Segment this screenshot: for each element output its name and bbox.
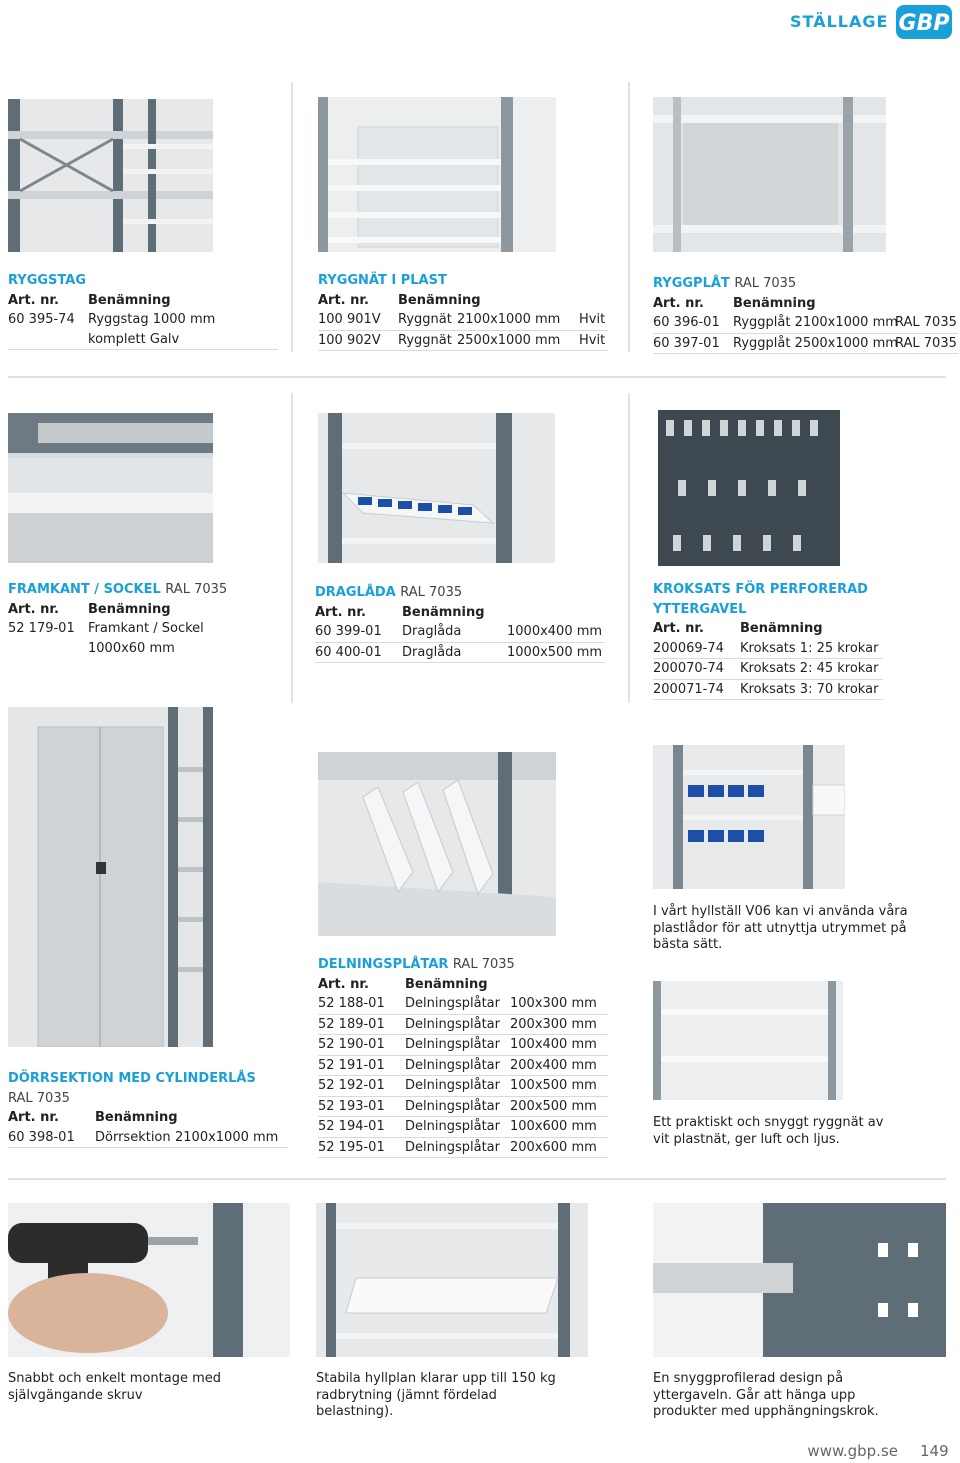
table-row bbox=[318, 994, 608, 1015]
size: 1000x400 mm bbox=[507, 624, 603, 639]
photo-kroksats bbox=[658, 410, 840, 566]
art-nr: 60 397-01 bbox=[653, 335, 720, 351]
divider bbox=[291, 82, 293, 352]
size: 1000x500 mm bbox=[507, 644, 603, 660]
photo-ryggnat-white bbox=[653, 981, 843, 1100]
art-nr: 200070-74 bbox=[653, 661, 724, 676]
block-kroksats bbox=[653, 580, 883, 700]
table-row bbox=[318, 1076, 608, 1097]
size: 200x400 mm bbox=[510, 1057, 597, 1073]
product-title: FRAMKANT / SOCKEL bbox=[8, 582, 161, 597]
caption-v06: I vårt hyllställ V06 kan vi använda våra plastlådor för att utnyttja utrymmet på bästa sätt. bbox=[653, 904, 908, 952]
name: Kroksats 3: 70 krokar bbox=[740, 681, 879, 697]
photo-dorrsektion bbox=[8, 707, 213, 1047]
product-title-2: YTTERGAVEL bbox=[653, 601, 747, 617]
art-nr: 52 193-01 bbox=[318, 1098, 385, 1114]
size: 200x500 mm bbox=[510, 1098, 597, 1114]
table-row bbox=[653, 334, 958, 355]
block-draglada bbox=[315, 583, 605, 663]
photo-yttergavel bbox=[653, 1203, 946, 1357]
table-row bbox=[318, 331, 608, 352]
table-row bbox=[8, 619, 278, 658]
art-nr: 52 191-01 bbox=[318, 1057, 385, 1073]
art-nr: 60 400-01 bbox=[315, 644, 382, 660]
col-name: Benämning bbox=[402, 604, 485, 620]
art-nr: 52 194-01 bbox=[318, 1119, 385, 1134]
col-art: Art. nr. bbox=[653, 295, 704, 311]
name: Delningsplåtar bbox=[405, 1016, 500, 1032]
photo-delningsplatar bbox=[318, 752, 556, 936]
photo-draglada bbox=[318, 413, 555, 563]
col-art: Art. nr. bbox=[315, 604, 366, 620]
size: 100x400 mm bbox=[510, 1037, 597, 1052]
page-number: 149 bbox=[920, 1442, 949, 1460]
caption-montage: Snabbt och enkelt montage med självgängande skruv bbox=[8, 1371, 222, 1403]
size: 200x600 mm bbox=[510, 1139, 597, 1155]
section-title: STÄLLAGE bbox=[790, 12, 889, 31]
name: Delningsplåtar bbox=[405, 1078, 500, 1093]
art-nr: 100 901V bbox=[318, 312, 381, 327]
col-art: Art. nr. bbox=[8, 1110, 59, 1125]
name: Delningsplåtar bbox=[405, 1037, 500, 1052]
name: Delningsplåtar bbox=[405, 1057, 500, 1073]
divider bbox=[291, 393, 293, 703]
table-row bbox=[318, 1097, 608, 1118]
table-row bbox=[318, 1138, 608, 1159]
ral-code: RAL 7035 bbox=[165, 582, 228, 597]
col-name: Benämning bbox=[740, 621, 823, 636]
gbp-logo bbox=[895, 4, 953, 40]
table-row bbox=[315, 622, 605, 643]
name: Ryggnät bbox=[398, 332, 452, 348]
caption-ryggnat: Ett praktiskt och snyggt ryggnät av vit plastnät, ger luft och ljus. bbox=[653, 1115, 884, 1147]
color: RAL 7035 bbox=[895, 335, 957, 351]
name: Kroksats 1: 25 krokar bbox=[740, 640, 879, 656]
name: Dörrsektion bbox=[95, 1129, 171, 1145]
size: 100x600 mm bbox=[510, 1119, 597, 1134]
col-art: Art. nr. bbox=[8, 601, 59, 617]
col-name: Benämning bbox=[95, 1110, 178, 1125]
table-row bbox=[315, 643, 605, 664]
product-title: KROKSATS FÖR PERFORERAD bbox=[653, 582, 868, 597]
table-row bbox=[653, 680, 883, 701]
art-nr: 60 395-74 bbox=[8, 312, 75, 327]
table-row bbox=[653, 639, 883, 660]
col-name: Benämning bbox=[88, 292, 171, 308]
col-name: Benämning bbox=[88, 601, 171, 617]
col-art: Art. nr. bbox=[318, 292, 369, 308]
caption-hyllplan: Stabila hyllplan klarar upp till 150 kg radbrytning (jämnt fördelad belastning). bbox=[316, 1371, 556, 1419]
table-row bbox=[318, 1015, 608, 1036]
table-row bbox=[8, 310, 278, 350]
divider bbox=[628, 393, 630, 703]
art-nr: 60 396-01 bbox=[653, 315, 720, 330]
name-2: komplett Galv bbox=[88, 331, 180, 347]
table-row bbox=[318, 1035, 608, 1056]
block-delningsplatar bbox=[318, 955, 608, 1158]
name: Delningsplåtar bbox=[405, 1139, 500, 1155]
photo-ryggnat bbox=[318, 97, 556, 252]
photo-ryggstag bbox=[8, 99, 213, 252]
logo-text: GBP bbox=[898, 11, 950, 36]
footer-url: www.gbp.se bbox=[807, 1442, 898, 1460]
photo-montage bbox=[8, 1203, 290, 1357]
col-name: Benämning bbox=[405, 976, 488, 992]
art-nr: 52 190-01 bbox=[318, 1037, 385, 1052]
col-name: Benämning bbox=[398, 292, 481, 308]
block-ryggplat bbox=[653, 274, 958, 354]
name: Draglåda bbox=[402, 624, 462, 639]
color: Hvit bbox=[579, 332, 606, 348]
ral-code: RAL 7035 bbox=[734, 276, 797, 291]
name: Delningsplåtar bbox=[405, 996, 500, 1011]
art-nr: 52 188-01 bbox=[318, 996, 385, 1011]
art-nr: 52 189-01 bbox=[318, 1016, 385, 1032]
caption-design: En snyggprofilerad design på yttergaveln. Går att hänga upp produkter med upphängningskrok. bbox=[653, 1371, 879, 1419]
product-title: RYGGNÄT I PLAST bbox=[318, 273, 447, 288]
table-row bbox=[318, 310, 608, 331]
col-name: Benämning bbox=[733, 295, 816, 311]
product-title: DRAGLÅDA bbox=[315, 585, 396, 600]
product-title: DÖRRSEKTION MED CYLINDERLÅS bbox=[8, 1071, 256, 1086]
table-row bbox=[653, 659, 883, 680]
name: Framkant / Sockel bbox=[88, 621, 204, 636]
block-ryggstag bbox=[8, 271, 278, 350]
size: 100x300 mm bbox=[510, 996, 597, 1011]
col-art: Art. nr. bbox=[8, 292, 59, 308]
photo-framkant bbox=[8, 413, 213, 563]
table-row bbox=[318, 1056, 608, 1077]
name: Ryggplåt 2500x1000 mm bbox=[733, 335, 898, 351]
size: 2100x1000 mm bbox=[175, 1129, 279, 1145]
photo-hyllplan bbox=[316, 1203, 588, 1357]
ral-code: RAL 7035 bbox=[8, 1090, 70, 1106]
product-title: RYGGSTAG bbox=[8, 273, 87, 288]
table-row bbox=[8, 1128, 288, 1149]
size: 100x500 mm bbox=[510, 1078, 597, 1093]
product-title: RYGGPLÅT bbox=[653, 276, 730, 291]
color: Hvit bbox=[579, 312, 606, 327]
photo-plastlador bbox=[653, 745, 845, 889]
name: Delningsplåtar bbox=[405, 1119, 500, 1134]
table-row bbox=[653, 313, 958, 334]
name: Draglåda bbox=[402, 644, 462, 660]
col-art: Art. nr. bbox=[653, 621, 704, 636]
art-nr: 52 195-01 bbox=[318, 1139, 385, 1155]
name: Delningsplåtar bbox=[405, 1098, 500, 1114]
name: Ryggplåt 2100x1000 mm bbox=[733, 315, 898, 330]
name: Kroksats 2: 45 krokar bbox=[740, 661, 879, 676]
art-nr: 200069-74 bbox=[653, 640, 724, 656]
art-nr: 100 902V bbox=[318, 332, 381, 348]
table-row bbox=[318, 1117, 608, 1138]
col-art: Art. nr. bbox=[318, 976, 369, 992]
name: Ryggstag 1000 mm bbox=[88, 312, 216, 327]
block-framkant bbox=[8, 580, 278, 658]
ral-code: RAL 7035 bbox=[452, 957, 515, 972]
size: 2100x1000 mm bbox=[457, 312, 561, 327]
art-nr: 60 399-01 bbox=[315, 624, 382, 639]
ral-code: RAL 7035 bbox=[400, 585, 463, 600]
name-2: 1000x60 mm bbox=[88, 640, 175, 656]
size: 200x300 mm bbox=[510, 1016, 597, 1032]
block-ryggnat bbox=[318, 271, 608, 351]
divider bbox=[8, 376, 946, 378]
divider bbox=[628, 82, 630, 352]
art-nr: 200071-74 bbox=[653, 681, 724, 697]
divider bbox=[8, 1178, 946, 1180]
size: 2500x1000 mm bbox=[457, 332, 561, 348]
art-nr: 60 398-01 bbox=[8, 1129, 75, 1145]
product-title: DELNINGSPLÅTAR bbox=[318, 957, 449, 972]
color: RAL 7035 bbox=[895, 315, 957, 330]
photo-ryggplat bbox=[653, 97, 886, 252]
name: Ryggnät bbox=[398, 312, 452, 327]
art-nr: 52 192-01 bbox=[318, 1078, 385, 1093]
block-dorrsektion bbox=[8, 1069, 288, 1148]
art-nr: 52 179-01 bbox=[8, 621, 75, 636]
